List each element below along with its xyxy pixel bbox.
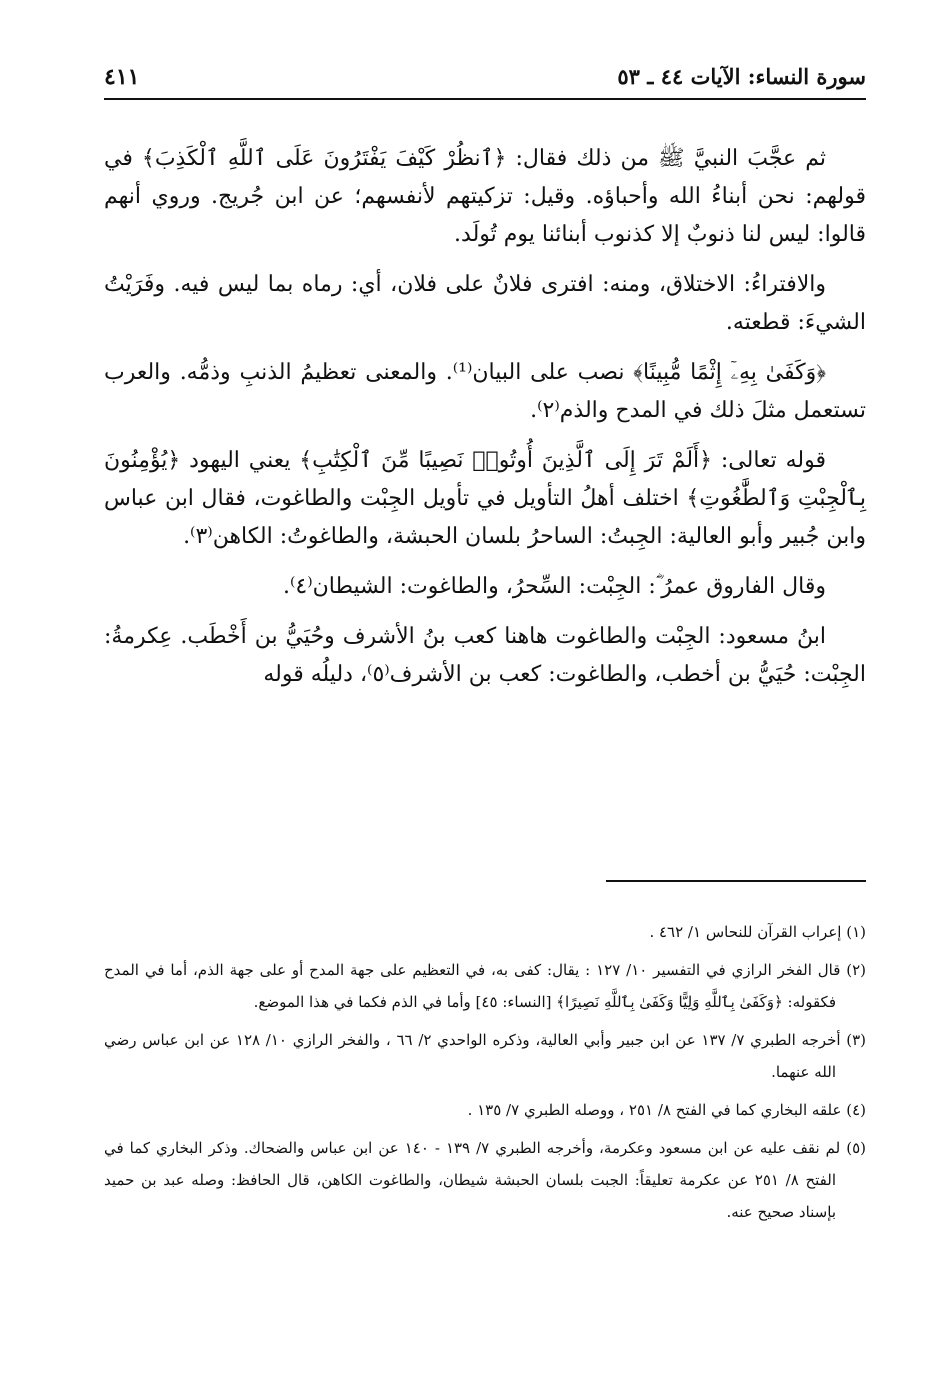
running-title: سورة النساء: الآيات ٤٤ ـ ٥٣ <box>617 64 866 89</box>
paragraph: ابنُ مسعود: الجِبْت والطاغوت هاهنا كعب بنُ الأشرف وحُيَيُّ بن أَخْطَب. عِكرمةُ: الجِبْت: حُيَيُّ بن أخطب، والطاغوت: كعب بن الأشرف⁽٥⁾، دليلُه قوله <box>104 624 866 687</box>
footnote: (٣) أخرجه الطبري ٧/ ١٣٧ عن ابن جبير وأبي العالية، وذكره الواحدي ٢/ ٦٦ ، والفخر الرازي ١٠/ ١٢٨ عن ابن عباس رضي الله عنهما. <box>104 1031 867 1081</box>
main-text <box>104 140 866 706</box>
footnote: (١) إعراب القرآن للنحاس ١/ ٤٦٢ . <box>649 923 866 941</box>
page-number: ٤١١ <box>104 64 140 90</box>
footnote: (٥) لم نقف عليه عن ابن مسعود وعكرمة، وأخرجه الطبري ٧/ ١٣٩ - ١٤٠ عن ابن عباس والضحاك. وذكر البخاري كما في الفتح ٨/ ٢٥١ عن عكرمة تعليقاً: الجبت بلسان الحبشة شيطان، والطاغوت الكاهن، قال الحافظ: وصله عبد بن حميد بإسناد صحيح عنه. <box>104 1139 866 1221</box>
footnote: (٢) قال الفخر الرازي في التفسير ١٠/ ١٢٧ : يقال: كفى به، في التعظيم على جهة المدح أو على جهة الذم، أما في المدح فكقوله: ﴿وَكَفَىٰ بِٱللَّهِ وَلِيًّا وَكَفَىٰ بِٱللَّهِ نَصِيرًا﴾ [النساء: ٤٥] وأما في الذم فكما في هذا الموضع. <box>104 961 867 1011</box>
page-header <box>104 64 866 100</box>
footnotes <box>104 916 866 1234</box>
paragraph: ﴿وَكَفَىٰ بِهِۦٓ إِثْمًا مُّبِينًا﴾ نصب على البيان⁽¹⁾. والمعنى تعظيمُ الذنبِ وذمُّه. والعرب تستعمل مثلَ ذلك في المدح والذم⁽٢⁾. <box>104 360 866 423</box>
paragraph: قوله تعالى: ﴿أَلَمْ تَرَ إِلَى ٱلَّذِينَ أُوتُوا۟ نَصِيبًا مِّنَ ٱلْكِتَٰبِ﴾ يعني اليهود ﴿يُؤْمِنُونَ بِٱلْجِبْتِ وَٱلطَّٰغُوتِ﴾ اختلف أهلُ التأويل في تأويل الجِبْت والطاغوت، فقال ابن عباس وابن جُبير وأبو العالية: الجِبتُ: الساحرُ بلسان الحبشة، والطاغوتُ: الكاهن⁽٣⁾. <box>104 448 866 549</box>
paragraph: ثم عجَّبَ النبيَّ ﷺ من ذلك فقال: ﴿ٱنظُرْ كَيْفَ يَفْتَرُونَ عَلَى ٱللَّهِ ٱلْكَذِبَ﴾ في قولهم: نحن أبناءُ الله وأحباؤه. وقيل: تزكيتهم لأنفسهم؛ عن ابن جُريج. وروي أنهم قالوا: ليس لنا ذنوبٌ إلا كذنوب أبنائنا يوم تُولَد. <box>104 146 866 247</box>
footnote: (٤) علقه البخاري كما في الفتح ٨/ ٢٥١ ، ووصله الطبري ٧/ ١٣٥ . <box>467 1101 866 1119</box>
paragraph: والافتراءُ: الاختلاق، ومنه: افترى فلانٌ على فلان، أي: رماه بما ليس فيه. وفَرَيْتُ الشيءَ: قطعته. <box>104 272 866 335</box>
paragraph: وقال الفاروق عمرُ ؓ: الجِبْت: السِّحرُ، والطاغوت: الشيطان⁽٤⁾. <box>282 574 826 599</box>
footnote-separator <box>606 880 866 882</box>
